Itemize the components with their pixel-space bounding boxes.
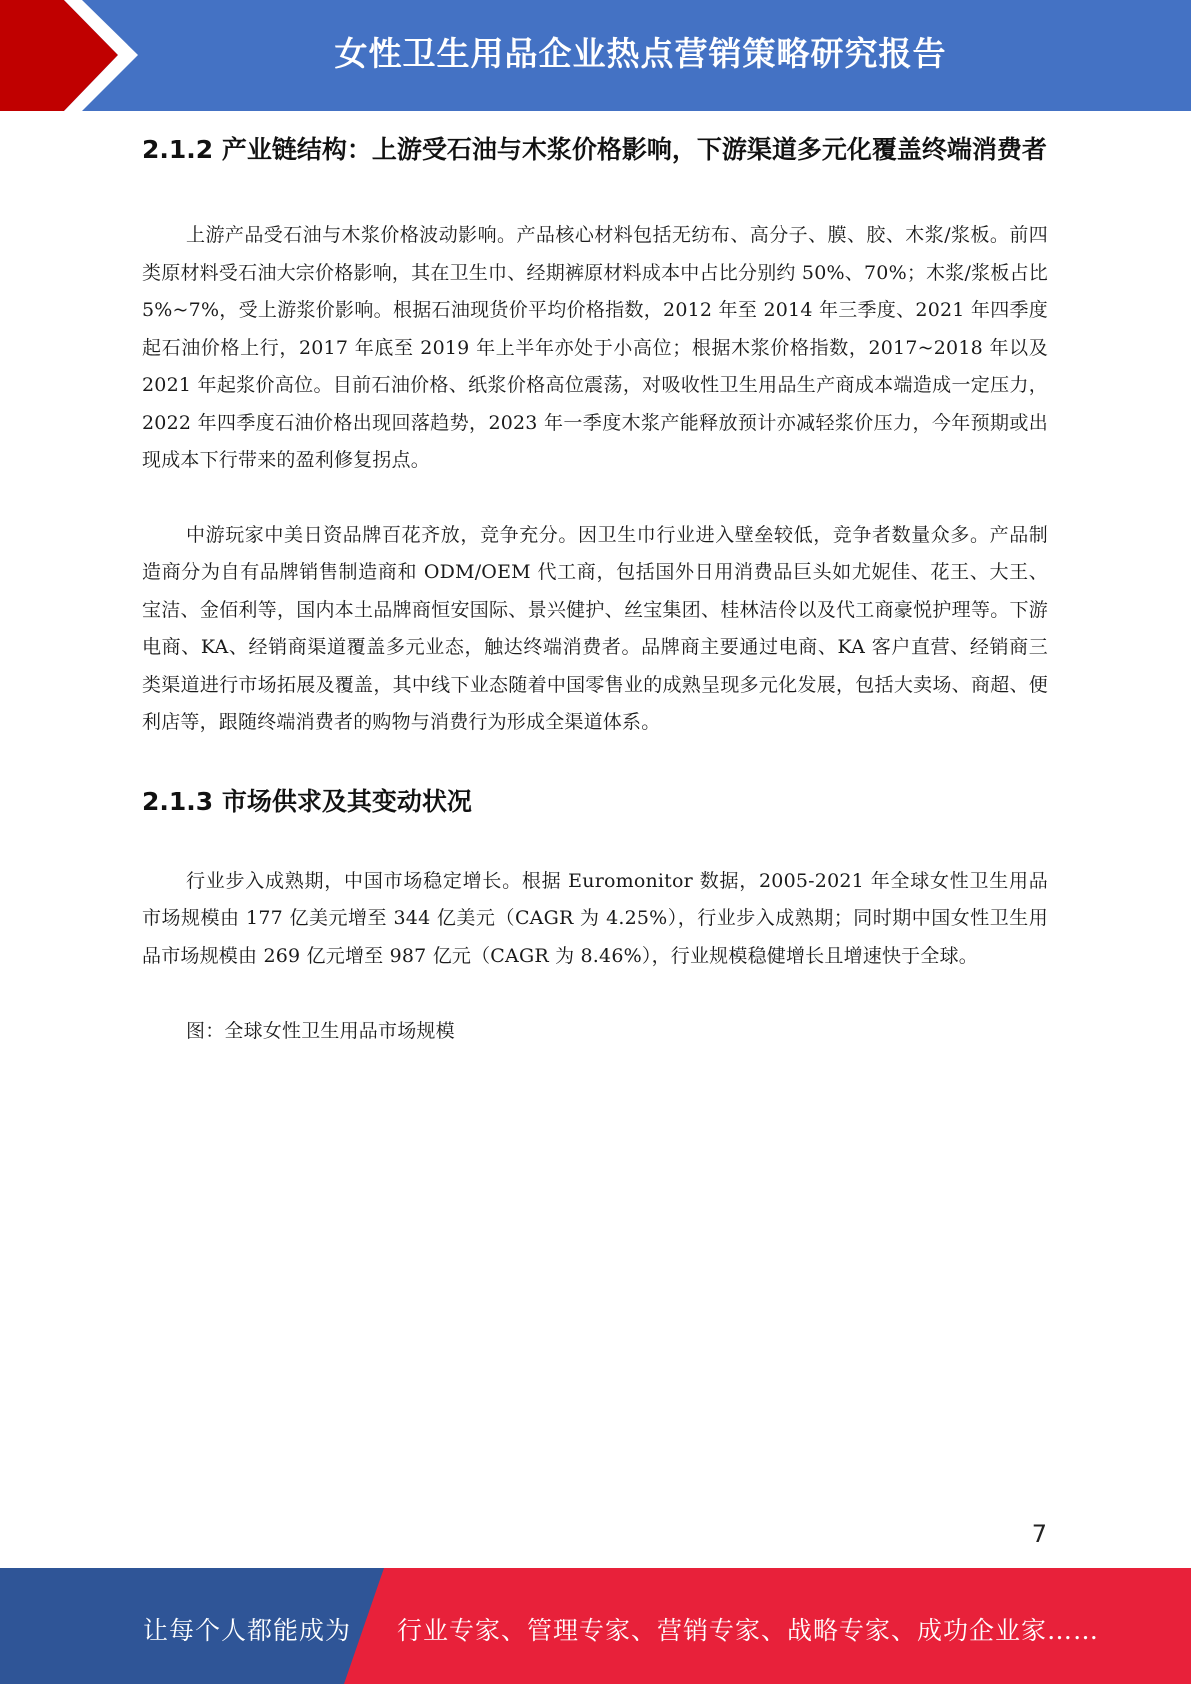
page-footer	[0, 1568, 1191, 1684]
footer-slogan-left: 让每个人都能成为	[143, 1616, 352, 1645]
header-chevron	[0, 0, 160, 111]
report-title: 女性卫生用品企业热点营销策略研究报告	[334, 34, 947, 73]
figure-caption: 图：全球女性卫生用品市场规模	[186, 1020, 455, 1042]
footer-slogan-right: 行业专家、管理专家、营销专家、战略专家、成功企业家……	[397, 1616, 1100, 1645]
paragraph-market-size: 行业步入成熟期，中国市场稳定增长。根据 Euromonitor 数据，2005-2021 年全球女性卫生用品市场规模由 177 亿美元增至 344 亿美元（CAGR 为 4.25%），行业步入成熟期；同时期中国女性卫生用品市场规模由 269 亿元增至 987 亿元（CAGR 为 8.46%），行业规模稳健增长且增速快于全球。	[142, 869, 1048, 967]
paragraph-upstream: 上游产品受石油与木浆价格波动影响。产品核心材料包括无纺布、高分子、膜、胶、木浆/浆板。前四类原材料受石油大宗价格影响，其在卫生巾、经期裤原材料成本中占比分别约 50%、70%；木浆/浆板占比 5%~7%，受上游浆价影响。根据石油现货价平均价格指数，2012 年至 2014 年三季度、2021 年四季度起石油价格上行，2017 年底至 2019 年上半年亦处于小高位；根据木浆价格指数，2017~2018 年以及 2021 年起浆价高位。目前石油价格、纸浆价格高位震荡，对吸收性卫生用品生产商成本端造成一定压力，2022 年四季度石油价格出现回落趋势，2023 年一季度木浆产能释放预计亦减轻浆价压力，今年预期或出现成本下行带来的盈利修复拐点。	[142, 224, 1048, 471]
section-heading-2-1-3: 2.1.3 市场供求及其变动状况	[142, 786, 472, 816]
paragraph-midstream: 中游玩家中美日资品牌百花齐放，竞争充分。因卫生巾行业进入壁垒较低，竞争者数量众多。产品制造商分为自有品牌销售制造商和 ODM/OEM 代工商，包括国外日用消费品巨头如尤妮佳、花王、大王、宝洁、金佰利等，国内本土品牌商恒安国际、景兴健护、丝宝集团、桂林洁伶以及代工商豪悦护理等。下游电商、KA、经销商渠道覆盖多元业态，触达终端消费者。品牌商主要通过电商、KA 客户直营、经销商三类渠道进行市场拓展及覆盖，其中线下业态随着中国零售业的成熟呈现多元化发展，包括大卖场、商超、便利店等，跟随终端消费者的购物与消费行为形成全渠道体系。	[142, 523, 1048, 733]
section-heading-2-1-2: 2.1.2 产业链结构：上游受石油与木浆价格影响，下游渠道多元化覆盖终端消费者	[142, 135, 1047, 164]
page-number: 7	[1031, 1520, 1047, 1548]
page-header	[0, 0, 1191, 111]
page-content	[142, 128, 1048, 1051]
